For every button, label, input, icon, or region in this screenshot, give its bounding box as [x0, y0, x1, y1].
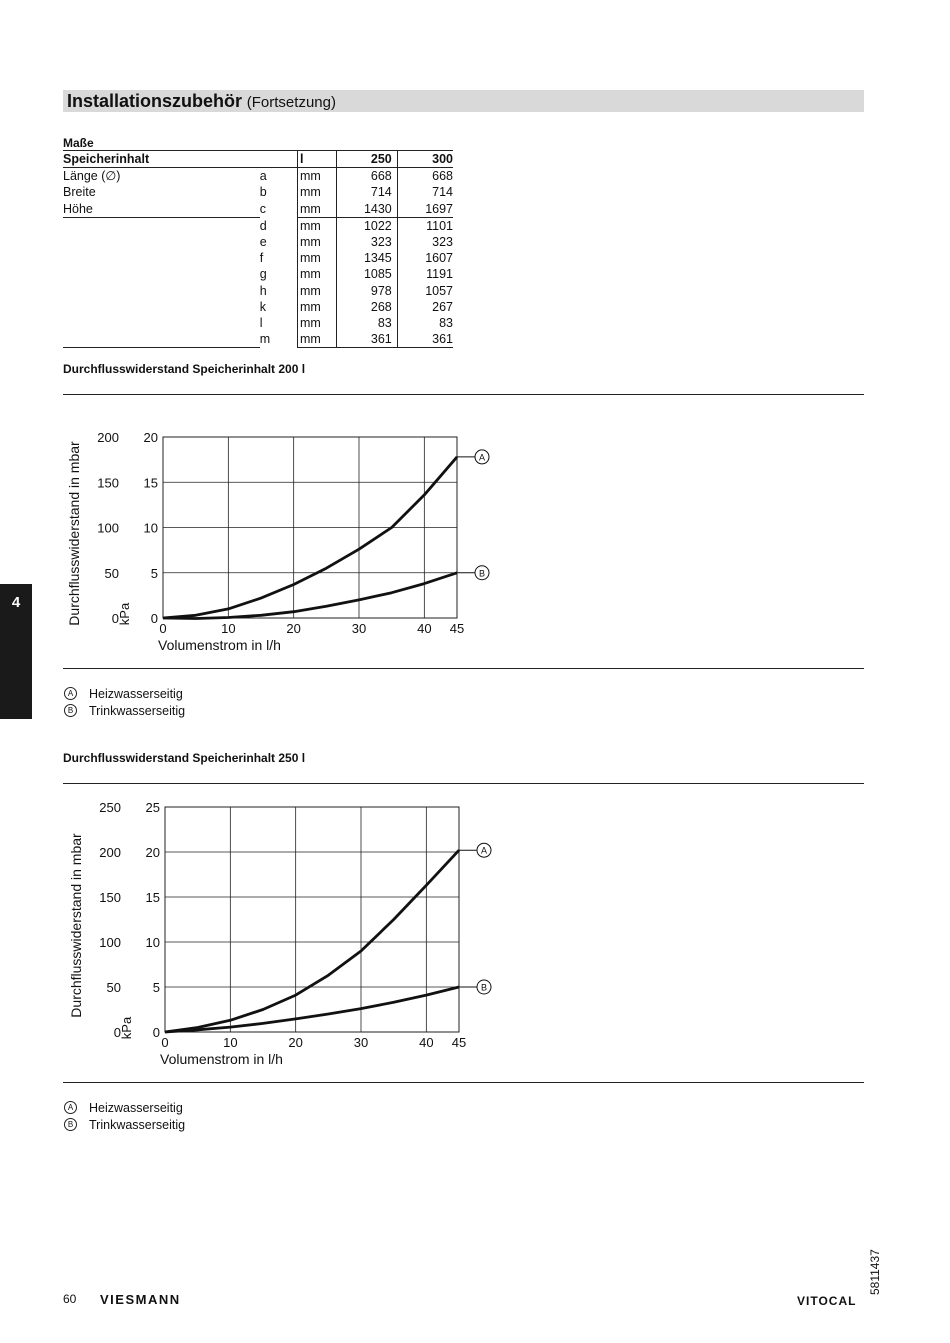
chapter-number: 4 — [11, 594, 21, 611]
legend-text: Trinkwasserseitig — [89, 1117, 186, 1132]
cell-name: Höhe — [63, 201, 260, 218]
x-tick-label: 45 — [451, 1035, 467, 1050]
table-row — [63, 217, 453, 234]
cell-sym: h — [259, 283, 267, 298]
y-tick-label-mbar: 100 — [97, 520, 119, 536]
chart-2 — [63, 789, 864, 1082]
page-subtitle: (Fortsetzung) — [246, 94, 336, 111]
cell-sym: a — [259, 169, 267, 184]
divider — [63, 394, 864, 395]
cell-sym: e — [259, 235, 267, 250]
cell-unit: mm — [298, 299, 337, 315]
series-marker-label: B — [480, 982, 488, 993]
x-axis-label: Volumenstrom in l/h — [158, 637, 281, 653]
cell-unit: mm — [298, 184, 337, 200]
cell-sym: m — [259, 332, 271, 347]
cell-v1: 1022 — [336, 217, 397, 234]
x-tick-label: 45 — [449, 621, 465, 636]
legend-text: Trinkwasserseitig — [89, 703, 186, 718]
header-v1: 250 — [336, 151, 397, 168]
cell-unit: mm — [298, 201, 337, 218]
series-marker-label: A — [480, 845, 488, 856]
y-tick-label-mbar: 100 — [99, 935, 121, 950]
divider — [63, 1082, 864, 1083]
y-tick-label-mbar: 150 — [97, 475, 119, 491]
cell-v2: 361 — [397, 331, 453, 348]
chapter-tab — [0, 584, 32, 719]
header-name: Speicherinhalt — [63, 151, 260, 168]
cell-name — [63, 331, 260, 348]
divider — [63, 668, 864, 669]
y-tick-label-kpa: 20 — [145, 845, 160, 860]
dimensions-label: Maße — [63, 136, 94, 150]
x-tick-label: 40 — [417, 621, 432, 636]
y-tick-label-mbar: 0 — [111, 611, 119, 626]
viessmann-logo: VIESMANN — [100, 1292, 181, 1307]
cell-name — [63, 250, 260, 266]
table-row — [63, 250, 453, 266]
cell-v2: 714 — [397, 184, 453, 200]
y-tick-label-kpa: 5 — [152, 980, 160, 995]
table-row — [63, 331, 453, 348]
y-axis-unit-kpa: kPa — [119, 1016, 134, 1040]
cell-v2: 267 — [397, 299, 453, 315]
y-tick-label-mbar: 150 — [99, 890, 121, 905]
cell-sym: c — [259, 201, 267, 216]
y-axis-unit-kpa: kPa — [117, 602, 132, 626]
y-tick-label-kpa: 20 — [143, 430, 158, 445]
x-tick-label: 20 — [286, 621, 301, 636]
table-row — [63, 315, 453, 331]
cell-unit: mm — [298, 234, 337, 250]
cell-v2: 1057 — [397, 283, 453, 299]
cell-v1: 714 — [336, 184, 397, 200]
legend-item — [64, 685, 185, 702]
cell-sym: f — [259, 251, 264, 266]
page-title-band — [63, 90, 864, 112]
cell-v1: 1430 — [336, 201, 397, 218]
cell-unit: mm — [298, 168, 337, 185]
cell-unit: mm — [298, 266, 337, 282]
x-tick-label: 0 — [159, 621, 167, 636]
cell-v1: 361 — [336, 331, 397, 348]
y-tick-label-mbar: 250 — [99, 800, 121, 815]
x-axis-label: Volumenstrom in l/h — [160, 1051, 283, 1067]
cell-unit: mm — [298, 250, 337, 266]
cell-v2: 323 — [397, 234, 453, 250]
table-row — [63, 266, 453, 282]
legend-marker: B — [64, 1118, 77, 1131]
cell-sym: g — [259, 267, 267, 282]
cell-sym: k — [259, 299, 267, 314]
cell-name — [63, 315, 260, 331]
header-unit: l — [298, 151, 337, 168]
x-tick-label: 40 — [419, 1035, 434, 1050]
x-tick-label: 20 — [288, 1035, 303, 1050]
series-marker-label: A — [478, 452, 486, 463]
cell-v2: 1191 — [397, 266, 453, 282]
legend-marker: A — [64, 1101, 77, 1114]
legend-item — [64, 1116, 185, 1133]
cell-v1: 978 — [336, 283, 397, 299]
x-tick-label: 10 — [223, 1035, 238, 1050]
series-line-A — [165, 850, 459, 1032]
cell-unit: mm — [298, 283, 337, 299]
dimensions-table — [63, 150, 453, 348]
legend-item — [64, 702, 185, 719]
y-tick-label-mbar: 200 — [99, 845, 121, 860]
chart1-heading: Durchflusswiderstand Speicherinhalt 200 l — [63, 362, 306, 376]
table-row — [63, 299, 453, 315]
cell-name — [63, 283, 260, 299]
cell-unit: mm — [298, 315, 337, 331]
divider — [63, 783, 864, 784]
y-tick-label-mbar: 200 — [97, 430, 119, 445]
cell-v2: 668 — [397, 168, 453, 185]
y-tick-label-mbar: 0 — [113, 1025, 121, 1040]
legend-marker: A — [64, 687, 77, 700]
table-row — [63, 184, 453, 200]
x-tick-label: 30 — [353, 1035, 369, 1050]
legend-text: Heizwasserseitig — [89, 686, 183, 701]
cell-unit: mm — [298, 331, 337, 348]
cell-name — [63, 266, 260, 282]
table-row — [63, 201, 453, 218]
y-tick-label-mbar: 50 — [106, 980, 121, 995]
cell-unit: mm — [298, 217, 337, 234]
legend-text: Heizwasserseitig — [89, 1100, 183, 1115]
series-marker-label: B — [478, 568, 486, 579]
y-tick-label-kpa: 15 — [143, 475, 158, 491]
chart2-legend — [64, 1099, 185, 1133]
cell-v1: 1345 — [336, 250, 397, 266]
x-tick-label: 10 — [221, 621, 236, 636]
cell-v2: 1697 — [397, 201, 453, 218]
cell-v2: 83 — [397, 315, 453, 331]
page-title: Installationszubehör — [67, 91, 243, 111]
chart-1 — [63, 400, 864, 668]
cell-v1: 323 — [336, 234, 397, 250]
cell-sym: d — [259, 218, 267, 233]
table-row — [63, 283, 453, 299]
cell-name — [63, 299, 260, 315]
y-tick-label-kpa: 0 — [150, 611, 158, 626]
cell-sym: l — [259, 315, 263, 330]
table-header-row — [63, 151, 453, 168]
cell-v1: 1085 — [336, 266, 397, 282]
chart2-heading: Durchflusswiderstand Speicherinhalt 250 l — [63, 751, 306, 765]
cell-name — [63, 234, 260, 250]
y-tick-label-mbar: 50 — [104, 565, 119, 581]
cell-v1: 668 — [336, 168, 397, 185]
cell-v2: 1101 — [397, 217, 453, 234]
y-tick-label-kpa: 0 — [152, 1025, 160, 1040]
y-tick-label-kpa: 5 — [150, 565, 158, 581]
legend-marker: B — [64, 704, 77, 717]
cell-v2: 1607 — [397, 250, 453, 266]
y-tick-label-kpa: 10 — [145, 935, 160, 950]
x-tick-label: 30 — [351, 621, 367, 636]
y-tick-label-kpa: 10 — [143, 520, 158, 536]
y-axis-label: Durchflusswiderstand in mbar — [66, 441, 82, 626]
y-tick-label-kpa: 15 — [145, 890, 160, 905]
table-row — [63, 234, 453, 250]
page-number: 60 — [63, 1292, 77, 1306]
legend-item — [64, 1099, 185, 1116]
x-tick-label: 0 — [161, 1035, 169, 1050]
cell-v1: 268 — [336, 299, 397, 315]
chart1-legend — [64, 685, 185, 719]
cell-sym: b — [259, 185, 267, 200]
series-line-A — [163, 457, 457, 618]
y-axis-label: Durchflusswiderstand in mbar — [68, 833, 84, 1018]
cell-v1: 83 — [336, 315, 397, 331]
cell-name: Breite — [63, 185, 96, 200]
cell-name — [63, 217, 260, 234]
document-number: 5811437 — [868, 1249, 882, 1295]
y-tick-label-kpa: 25 — [145, 800, 160, 815]
header-v2: 300 — [397, 151, 453, 168]
brand-name: VITOCAL — [797, 1294, 857, 1308]
table-row — [63, 168, 453, 185]
cell-name: Länge (∅) — [63, 169, 121, 184]
